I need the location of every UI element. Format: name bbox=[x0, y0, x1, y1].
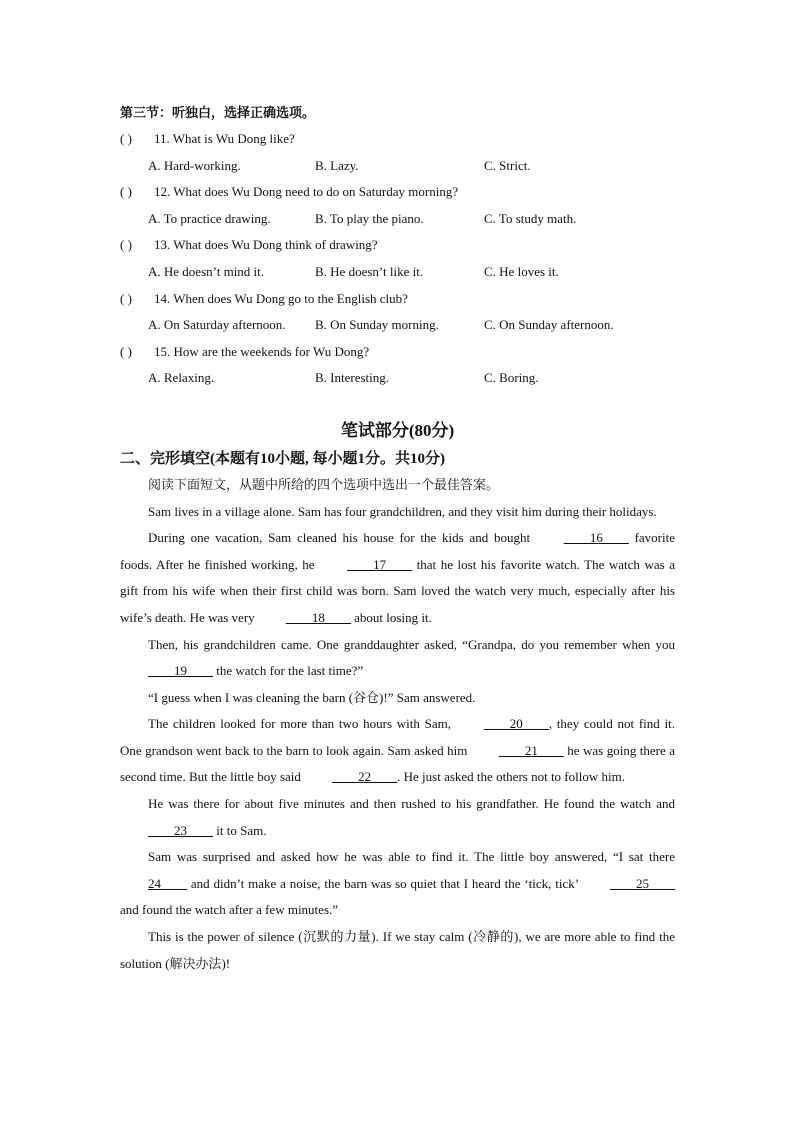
option-a: A. On Saturday afternoon. bbox=[148, 317, 286, 333]
passage-text: and didn’t make a noise, the barn was so quiet that I heard the ‘tick, tick’ bbox=[187, 875, 582, 891]
passage-text: He was there for about five minutes and then rushed to his grandfather. He found the watch and bbox=[148, 796, 675, 812]
passage-paragraph-4: “I guess when I was cleaning the barn (谷仓)!” Sam answered. bbox=[148, 689, 476, 705]
question-text: 13. What does Wu Dong think of drawing? bbox=[154, 237, 378, 253]
option-c: C. Strict. bbox=[484, 157, 531, 173]
option-c: C. Boring. bbox=[484, 370, 539, 386]
passage-paragraph-1: Sam lives in a village alone. Sam has four grandchildren, and they visit him during their holidays. bbox=[148, 503, 657, 519]
passage-text: The children looked for more than two hours with Sam, bbox=[148, 716, 456, 732]
question-text: 11. What is Wu Dong like? bbox=[154, 131, 295, 146]
answer-parentheses: ( ) bbox=[120, 290, 132, 306]
option-c: C. He loves it. bbox=[484, 263, 559, 279]
passage-text: the watch for the last time?” bbox=[213, 663, 364, 679]
question-text: 14. When does Wu Dong go to the English club? bbox=[154, 290, 408, 306]
listening-section-heading: 第三节：听独白，选择正确选项。 bbox=[120, 105, 316, 120]
option-b: B. Interesting. bbox=[315, 370, 390, 386]
passage-paragraph-5 bbox=[120, 711, 675, 791]
question-12 bbox=[120, 179, 675, 232]
passage-paragraph-2 bbox=[120, 525, 675, 631]
question-14 bbox=[120, 286, 675, 339]
exam-page bbox=[120, 100, 675, 977]
option-a: A. He doesn’t mind it. bbox=[148, 263, 265, 279]
blank-19: ____19____ bbox=[148, 663, 213, 679]
option-c: C. On Sunday afternoon. bbox=[484, 317, 614, 333]
passage-text: it to Sam. bbox=[213, 822, 267, 838]
passage-text: he was going there a second time. But the little boy said bbox=[120, 742, 676, 785]
question-text: 12. What does Wu Dong need to do on Saturday morning? bbox=[154, 184, 459, 200]
blank-17: ____17____ bbox=[347, 556, 413, 572]
blank-22: ____22____ bbox=[332, 769, 398, 785]
option-a: A. To practice drawing. bbox=[148, 210, 271, 226]
blank-18: ____18____ bbox=[285, 609, 351, 625]
passage-paragraph-3 bbox=[120, 632, 675, 685]
written-part-title: 笔试部分(80分) bbox=[340, 420, 455, 440]
passage-text: . He just asked the others not to follow him. bbox=[397, 769, 625, 785]
blank-21: ____21____ bbox=[498, 742, 564, 758]
passage-text: Sam was surprised and asked how he was able to find it. The little boy answered, “I sat there bbox=[148, 849, 675, 865]
question-text: 15. How are the weekends for Wu Dong? bbox=[154, 343, 370, 359]
option-b: B. On Sunday morning. bbox=[315, 317, 439, 333]
answer-parentheses: ( ) bbox=[120, 184, 132, 200]
answer-parentheses: ( ) bbox=[120, 343, 132, 359]
passage-paragraph-7 bbox=[120, 844, 675, 924]
blank-16: ____16____ bbox=[563, 530, 629, 546]
option-b: B. Lazy. bbox=[315, 157, 359, 173]
passage-text: that he lost his favorite watch. The watch was a gift from his wife when their first child was born. Sam loved the watch very much, especially after his wife’s death. He was very bbox=[120, 556, 675, 625]
blank-23: ____23____ bbox=[148, 822, 213, 838]
option-c: C. To study math. bbox=[484, 210, 577, 226]
question-11 bbox=[120, 126, 675, 179]
option-b: B. He doesn’t like it. bbox=[315, 263, 424, 279]
option-a: A. Relaxing. bbox=[148, 370, 215, 386]
cloze-instruction: 阅读下面短文，从题中所给的四个选项中选出一个最佳答案。 bbox=[148, 476, 500, 492]
cloze-part-heading: 二、完形填空(本题有10小题, 每小题1分。共10分) bbox=[120, 450, 445, 467]
passage-text: , they could not find it. One grandson went back to the barn to look again. Sam asked him bbox=[120, 716, 675, 758]
passage-text: and found the watch after a few minutes.” bbox=[120, 902, 339, 918]
blank-20: ____20____ bbox=[483, 716, 549, 732]
passage-paragraph-8: This is the power of silence (沉默的力量). If we stay calm (冷静的), we are more able to find the solution (解决办法)! bbox=[120, 929, 675, 971]
passage-text: Then, his grandchildren came. One granddaughter asked, “Grandpa, do you remember when you bbox=[148, 636, 675, 652]
option-a: A. Hard-working. bbox=[148, 157, 241, 173]
blank-25: ____25____ bbox=[610, 875, 675, 891]
passage-paragraph-6 bbox=[120, 791, 675, 844]
question-15 bbox=[120, 339, 675, 392]
blank-24: 24____ bbox=[148, 875, 187, 891]
question-13 bbox=[120, 232, 675, 285]
option-b: B. To play the piano. bbox=[315, 210, 424, 226]
passage-text: about losing it. bbox=[350, 609, 432, 625]
answer-parentheses: ( ) bbox=[120, 237, 132, 253]
passage-text: During one vacation, Sam cleaned his house for the kids and bought bbox=[148, 530, 536, 546]
passage-text: favorite foods. After he finished working, he bbox=[120, 530, 676, 572]
answer-parentheses: ( ) bbox=[120, 131, 132, 146]
